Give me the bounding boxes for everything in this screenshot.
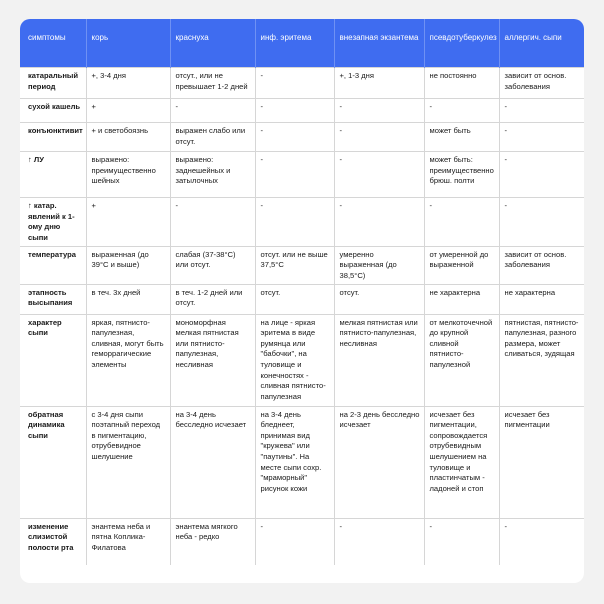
table-cell: +, 1-3 дня bbox=[334, 68, 424, 99]
table-cell: энантема неба и пятна Коплика-Филатова bbox=[86, 518, 170, 565]
table-cell: может быть: преимущественно брюш. полти bbox=[424, 152, 499, 198]
table-cell: на 3-4 день бесследно исчезает bbox=[170, 406, 255, 518]
table-header-row bbox=[20, 19, 584, 68]
table-cell: зависит от основ. заболевания bbox=[499, 246, 584, 284]
symptoms-comparison-table bbox=[20, 19, 584, 565]
table-cell: в теч. 1-2 дней или отсут. bbox=[170, 284, 255, 314]
row-symptom-label: этапность высыпания bbox=[20, 284, 86, 314]
table-cell: + и светобоязнь bbox=[86, 123, 170, 152]
table-cell: отсут., или не превышает 1-2 дней bbox=[170, 68, 255, 99]
table-cell: + bbox=[86, 198, 170, 247]
table-cell: исчезает без пигментации bbox=[499, 406, 584, 518]
table-cell: - bbox=[334, 99, 424, 123]
table-cell: на лице - яркая эритема в виде румянца или "бабочки", на туловище и конечностях - сливная пятнисто-папулезная bbox=[255, 314, 334, 406]
table-cell: - bbox=[255, 518, 334, 565]
table-row bbox=[20, 68, 584, 99]
table-cell: зависит от основ. заболевания bbox=[499, 68, 584, 99]
table-row bbox=[20, 198, 584, 247]
row-symptom-label: температура bbox=[20, 246, 86, 284]
header-symptoms: симптомы bbox=[20, 19, 86, 68]
table-cell: - bbox=[170, 198, 255, 247]
table-cell: умеренно выраженная (до 38,5°C) bbox=[334, 246, 424, 284]
table-cell: не постоянно bbox=[424, 68, 499, 99]
row-symptom-label: ↑ катар. явлений к 1-ому дню сыпи bbox=[20, 198, 86, 247]
table-cell: на 2-3 день бесследно исчезает bbox=[334, 406, 424, 518]
table-row bbox=[20, 99, 584, 123]
table-cell: исчезает без пигментации, сопровождается отрубевидным шелушением на туловище и пластинчатым - ладоней и стоп bbox=[424, 406, 499, 518]
header-measles: корь bbox=[86, 19, 170, 68]
table-cell: - bbox=[255, 99, 334, 123]
table-cell: отсут. или не выше 37,5°C bbox=[255, 246, 334, 284]
table-row bbox=[20, 406, 584, 518]
table-cell: - bbox=[499, 123, 584, 152]
table-cell: мономорфная мелкая пятнистая или пятнисто-папулезная, несливная bbox=[170, 314, 255, 406]
table-cell: мелкая пятнистая или пятнисто-папулезная, несливная bbox=[334, 314, 424, 406]
table-cell: + bbox=[86, 99, 170, 123]
comparison-table-card bbox=[20, 19, 584, 583]
table-row bbox=[20, 246, 584, 284]
header-erythema-infectiosum: инф. эритема bbox=[255, 19, 334, 68]
table-row bbox=[20, 123, 584, 152]
row-symptom-label: сухой кашель bbox=[20, 99, 86, 123]
row-symptom-label: ↑ ЛУ bbox=[20, 152, 86, 198]
table-cell: выражен слабо или отсут. bbox=[170, 123, 255, 152]
table-cell: выражено: заднешейных и затылочных bbox=[170, 152, 255, 198]
table-cell: с 3-4 дня сыпи поэтапный переход в пигментацию, отрубевидное шелушение bbox=[86, 406, 170, 518]
table-cell: энантема мягкого неба - редко bbox=[170, 518, 255, 565]
table-row bbox=[20, 314, 584, 406]
table-cell: - bbox=[255, 152, 334, 198]
table-cell: от умеренной до выраженной bbox=[424, 246, 499, 284]
table-cell: - bbox=[334, 152, 424, 198]
header-exanthema-subitum: внезапная экзантема bbox=[334, 19, 424, 68]
table-cell: - bbox=[499, 198, 584, 247]
table-cell: - bbox=[499, 99, 584, 123]
row-symptom-label: обратная динамика сыпи bbox=[20, 406, 86, 518]
row-symptom-label: изменение слизистой полости рта bbox=[20, 518, 86, 565]
table-cell: - bbox=[334, 123, 424, 152]
table-row bbox=[20, 152, 584, 198]
row-symptom-label: катаральный период bbox=[20, 68, 86, 99]
table-cell: +, 3-4 дня bbox=[86, 68, 170, 99]
table-cell: не характерна bbox=[424, 284, 499, 314]
table-cell: отсут. bbox=[334, 284, 424, 314]
table-cell: пятнистая, пятнисто-папулезная, разного размера, может сливаться, зудящая bbox=[499, 314, 584, 406]
table-row bbox=[20, 284, 584, 314]
header-rubella: краснуха bbox=[170, 19, 255, 68]
table-cell: слабая (37-38°C) или отсут. bbox=[170, 246, 255, 284]
table-cell: - bbox=[334, 518, 424, 565]
row-symptom-label: конъюнктивит bbox=[20, 123, 86, 152]
table-row bbox=[20, 518, 584, 565]
table-cell: яркая, пятнисто-папулезная, сливная, могут быть геморрагические элементы bbox=[86, 314, 170, 406]
table-cell: в теч. 3х дней bbox=[86, 284, 170, 314]
table-cell: - bbox=[424, 99, 499, 123]
table-cell: - bbox=[255, 123, 334, 152]
table-cell: - bbox=[499, 152, 584, 198]
table-cell: - bbox=[499, 518, 584, 565]
table-cell: отсут. bbox=[255, 284, 334, 314]
table-cell: от мелкоточечной до крупной сливной пятнисто-папулезной bbox=[424, 314, 499, 406]
table-cell: не характерна bbox=[499, 284, 584, 314]
header-allergic-rash: аллергич. сыпи bbox=[499, 19, 584, 68]
table-cell: может быть bbox=[424, 123, 499, 152]
table-cell: - bbox=[255, 198, 334, 247]
table-cell: - bbox=[334, 198, 424, 247]
table-cell: выражено: преимущественно шейных bbox=[86, 152, 170, 198]
table-cell: - bbox=[255, 68, 334, 99]
table-cell: выраженная (до 39°C и выше) bbox=[86, 246, 170, 284]
table-cell: на 3-4 день бледнеет, принимая вид "кружева" или "паутины". На месте сыпи сохр. "мраморный" рисунок кожи bbox=[255, 406, 334, 518]
header-pseudotuberculosis: псевдотуберкулез bbox=[424, 19, 499, 68]
table-cell: - bbox=[424, 518, 499, 565]
row-symptom-label: характер сыпи bbox=[20, 314, 86, 406]
table-cell: - bbox=[170, 99, 255, 123]
table-cell: - bbox=[424, 198, 499, 247]
